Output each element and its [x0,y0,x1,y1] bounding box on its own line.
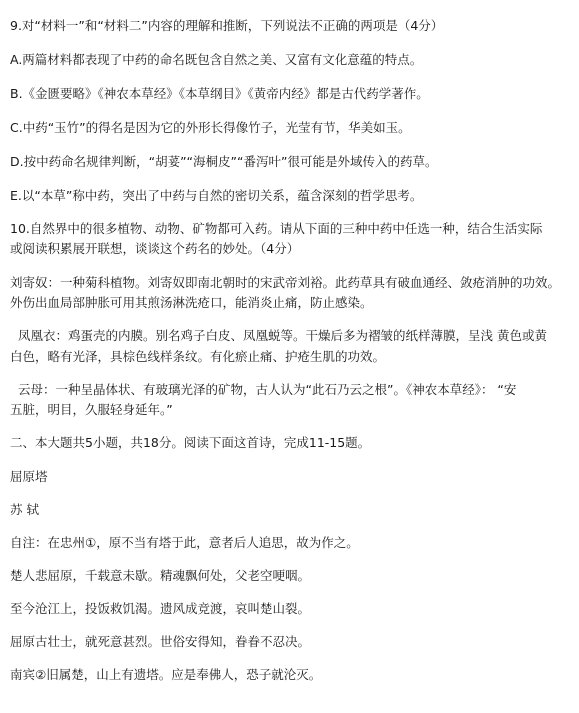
poem-line-3: 屈原古壮士，就死意甚烈。世俗安得知，眷眷不忍决。 [10,634,311,649]
herb-liujinu-line-2: 外伤出血局部肿胀可用其煎汤淋洗疮口，能消炎止痛，防止感染。 [10,295,373,310]
question-9-option-c: C.中药“玉竹”的得名是因为它的外形长得像竹子，光莹有节，华美如玉。 [10,120,411,135]
question-9-option-a: A.两篇材料都表现了中药的命名既包含自然之美、又富有文化意蕴的特点。 [10,52,423,67]
question-10-line-2: 或阅读积累展开联想，谈谈这个药名的妙处。（4分） [10,241,300,256]
question-9-option-e: E.以“本草”称中药，突出了中药与自然的密切关系，蕴含深刻的哲学思考。 [10,188,423,203]
herb-fenghuangyi-line-2: 白色，略有光泽，具棕色线样条纹。有化瘀止痛、护疮生肌的功效。 [10,349,386,364]
herb-yunmu-line-1: 云母：一种呈晶体状、有玻璃光泽的矿物，古人认为“此石乃云之根”。《神农本草经》： “安 [18,382,517,397]
section-2-heading: 二、本大题共5小题，共18分。阅读下面这首诗，完成11-15题。 [10,435,371,450]
herb-liujinu-line-1: 刘寄奴：一种菊科植物。刘寄奴即南北朝时的宋武帝刘裕。此药草具有破血通经、敛疮消肿的功效。 [10,275,561,290]
poem-note: 自注：在忠州①，原不当有塔于此，意者后人追思，故为作之。 [10,535,359,550]
question-9-title: 9.对“材料一”和“材料二”内容的理解和推断，下列说法不正确的两项是（4分） [10,18,444,33]
poem-author: 苏 轼 [10,502,39,517]
poem-line-2: 至今沧江上，投饭救饥渴。遗风成竞渡，哀叫楚山裂。 [10,601,311,616]
question-9-option-d: D.按中药命名规律判断，“胡荽”“海桐皮”“番泻叶”很可能是外域传入的药草。 [10,154,438,169]
poem-line-4: 南宾②旧属楚，山上有遗塔。应是奉佛人，恐子就沦灭。 [10,667,322,682]
herb-fenghuangyi-line-1: 凤凰衣：鸡蛋壳的内膜。别名鸡子白皮、凤凰蜕等。干燥后多为褶皱的纸样薄膜，呈浅 黄色或黄 [18,328,547,343]
question-10-line-1: 10.自然界中的很多植物、动物、矿物都可入药。请从下面的三种中药中任选一种，结合生活实际 [10,221,543,236]
question-9-option-b: B.《金匮要略》《神农本草经》《本草纲目》《黄帝内经》都是古代药学著作。 [10,86,429,101]
poem-line-1: 楚人悲屈原，千载意未歇。精魂飘何处，父老空哽咽。 [10,568,311,583]
poem-title: 屈原塔 [10,469,48,484]
herb-yunmu-line-2: 五脏，明目，久服轻身延年。” [10,402,173,417]
